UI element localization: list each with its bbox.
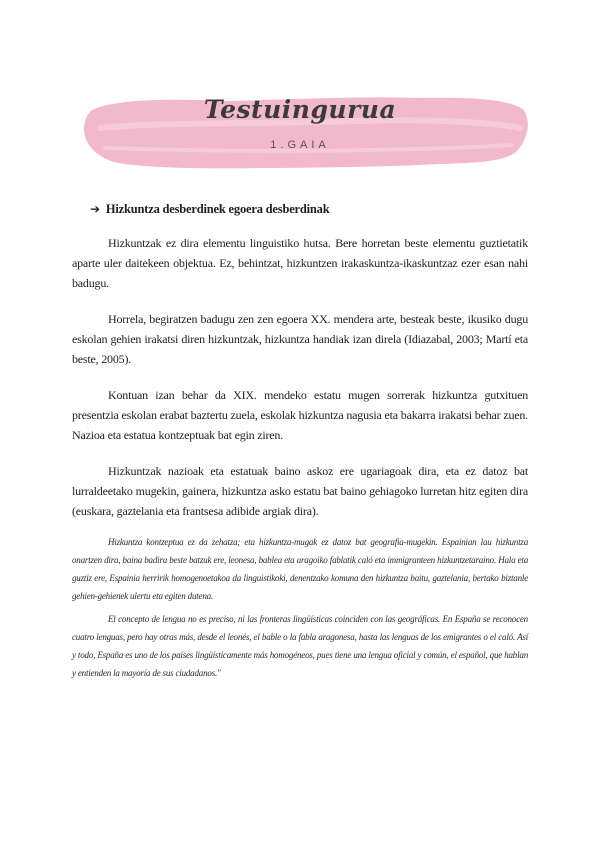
- section-heading-text: Hizkuntza desberdinek egoera desberdinak: [105, 202, 330, 216]
- document-body: [72, 202, 528, 687]
- page-subtitle: 1.GAIA: [270, 139, 330, 151]
- paragraph-1: Hizkuntzak ez dira elementu linguistiko hutsa. Bere horretan beste elementu guztietatik aparte uler daitekeen objektua. Ez, behintzat, hizkuntzen irakaskuntza-ikaskuntzaz ezer esan nahi badugu.: [72, 236, 528, 290]
- quote-basque: Hizkuntza kontzeptua ez da zehatza; eta hizkuntza-mugak ez datoz bat geografia-mugekin. Espainian lau hizkuntza onartzen dira, baina badira beste batzuk ere, leonesa, bablea eta aragoiko fablatik caló eta immigranteen hizkuntzetaraino. Hala eta guztiz ere, Espainia herririk homogenoetakoa da linguistikoki, denentzako komuna den hizkuntza baitu, gaztelania, bertako biztanle gehien-gehienek ulertu eta egiten dutena.: [72, 537, 528, 601]
- page-header: [0, 0, 600, 190]
- paragraph-3: Kontuan izan behar da XIX. mendeko estatu mugen sorrerak hizkuntza gutxituen presentzia eskolan erabat baztertu zuela, eskolak hizkuntza nagusia eta bakarra irakatsi behar zuen. Nazioa eta estatua kontzeptuak bat egin ziren.: [72, 388, 528, 442]
- section-heading: [90, 202, 528, 217]
- right-arrow-icon: ➔: [90, 202, 100, 216]
- quote-spanish: El concepto de lengua no es preciso, ni las fronteras lingüísticas coinciden con las geográficas. En España se reconocen cuatro lenguas, pero hay otras más, desde el leonés, el bable o la fabla aragonesa, hasta las lenguas de los emigrantes o el caló. Así y todo, España es uno de los países lingüísticamente más homogéneos, pues tiene una lengua oficial y común, el español, que hablan y entienden la mayoría de sus ciudadanos.": [72, 614, 528, 678]
- paragraph-4: Hizkuntzak nazioak eta estatuak baino askoz ere ugariagoak dira, eta ez datoz bat lurraldeetako mugekin, gainera, hizkuntza asko estatu bat baino gehiagoko lurretan hitz egiten dira (euskara, gaztelania eta frantsesa adibide argiak dira).: [72, 464, 528, 518]
- page-title: Testuingurua: [203, 95, 397, 124]
- paragraph-2: Horrela, begiratzen badugu zen zen egoera XX. mendera arte, besteak beste, ikusiko dugu eskolan gehien irakatsi diren hizkuntzak, hizkuntza handiak izan direla (Idiazabal, 2003; Martí eta beste, 2005).: [72, 312, 528, 366]
